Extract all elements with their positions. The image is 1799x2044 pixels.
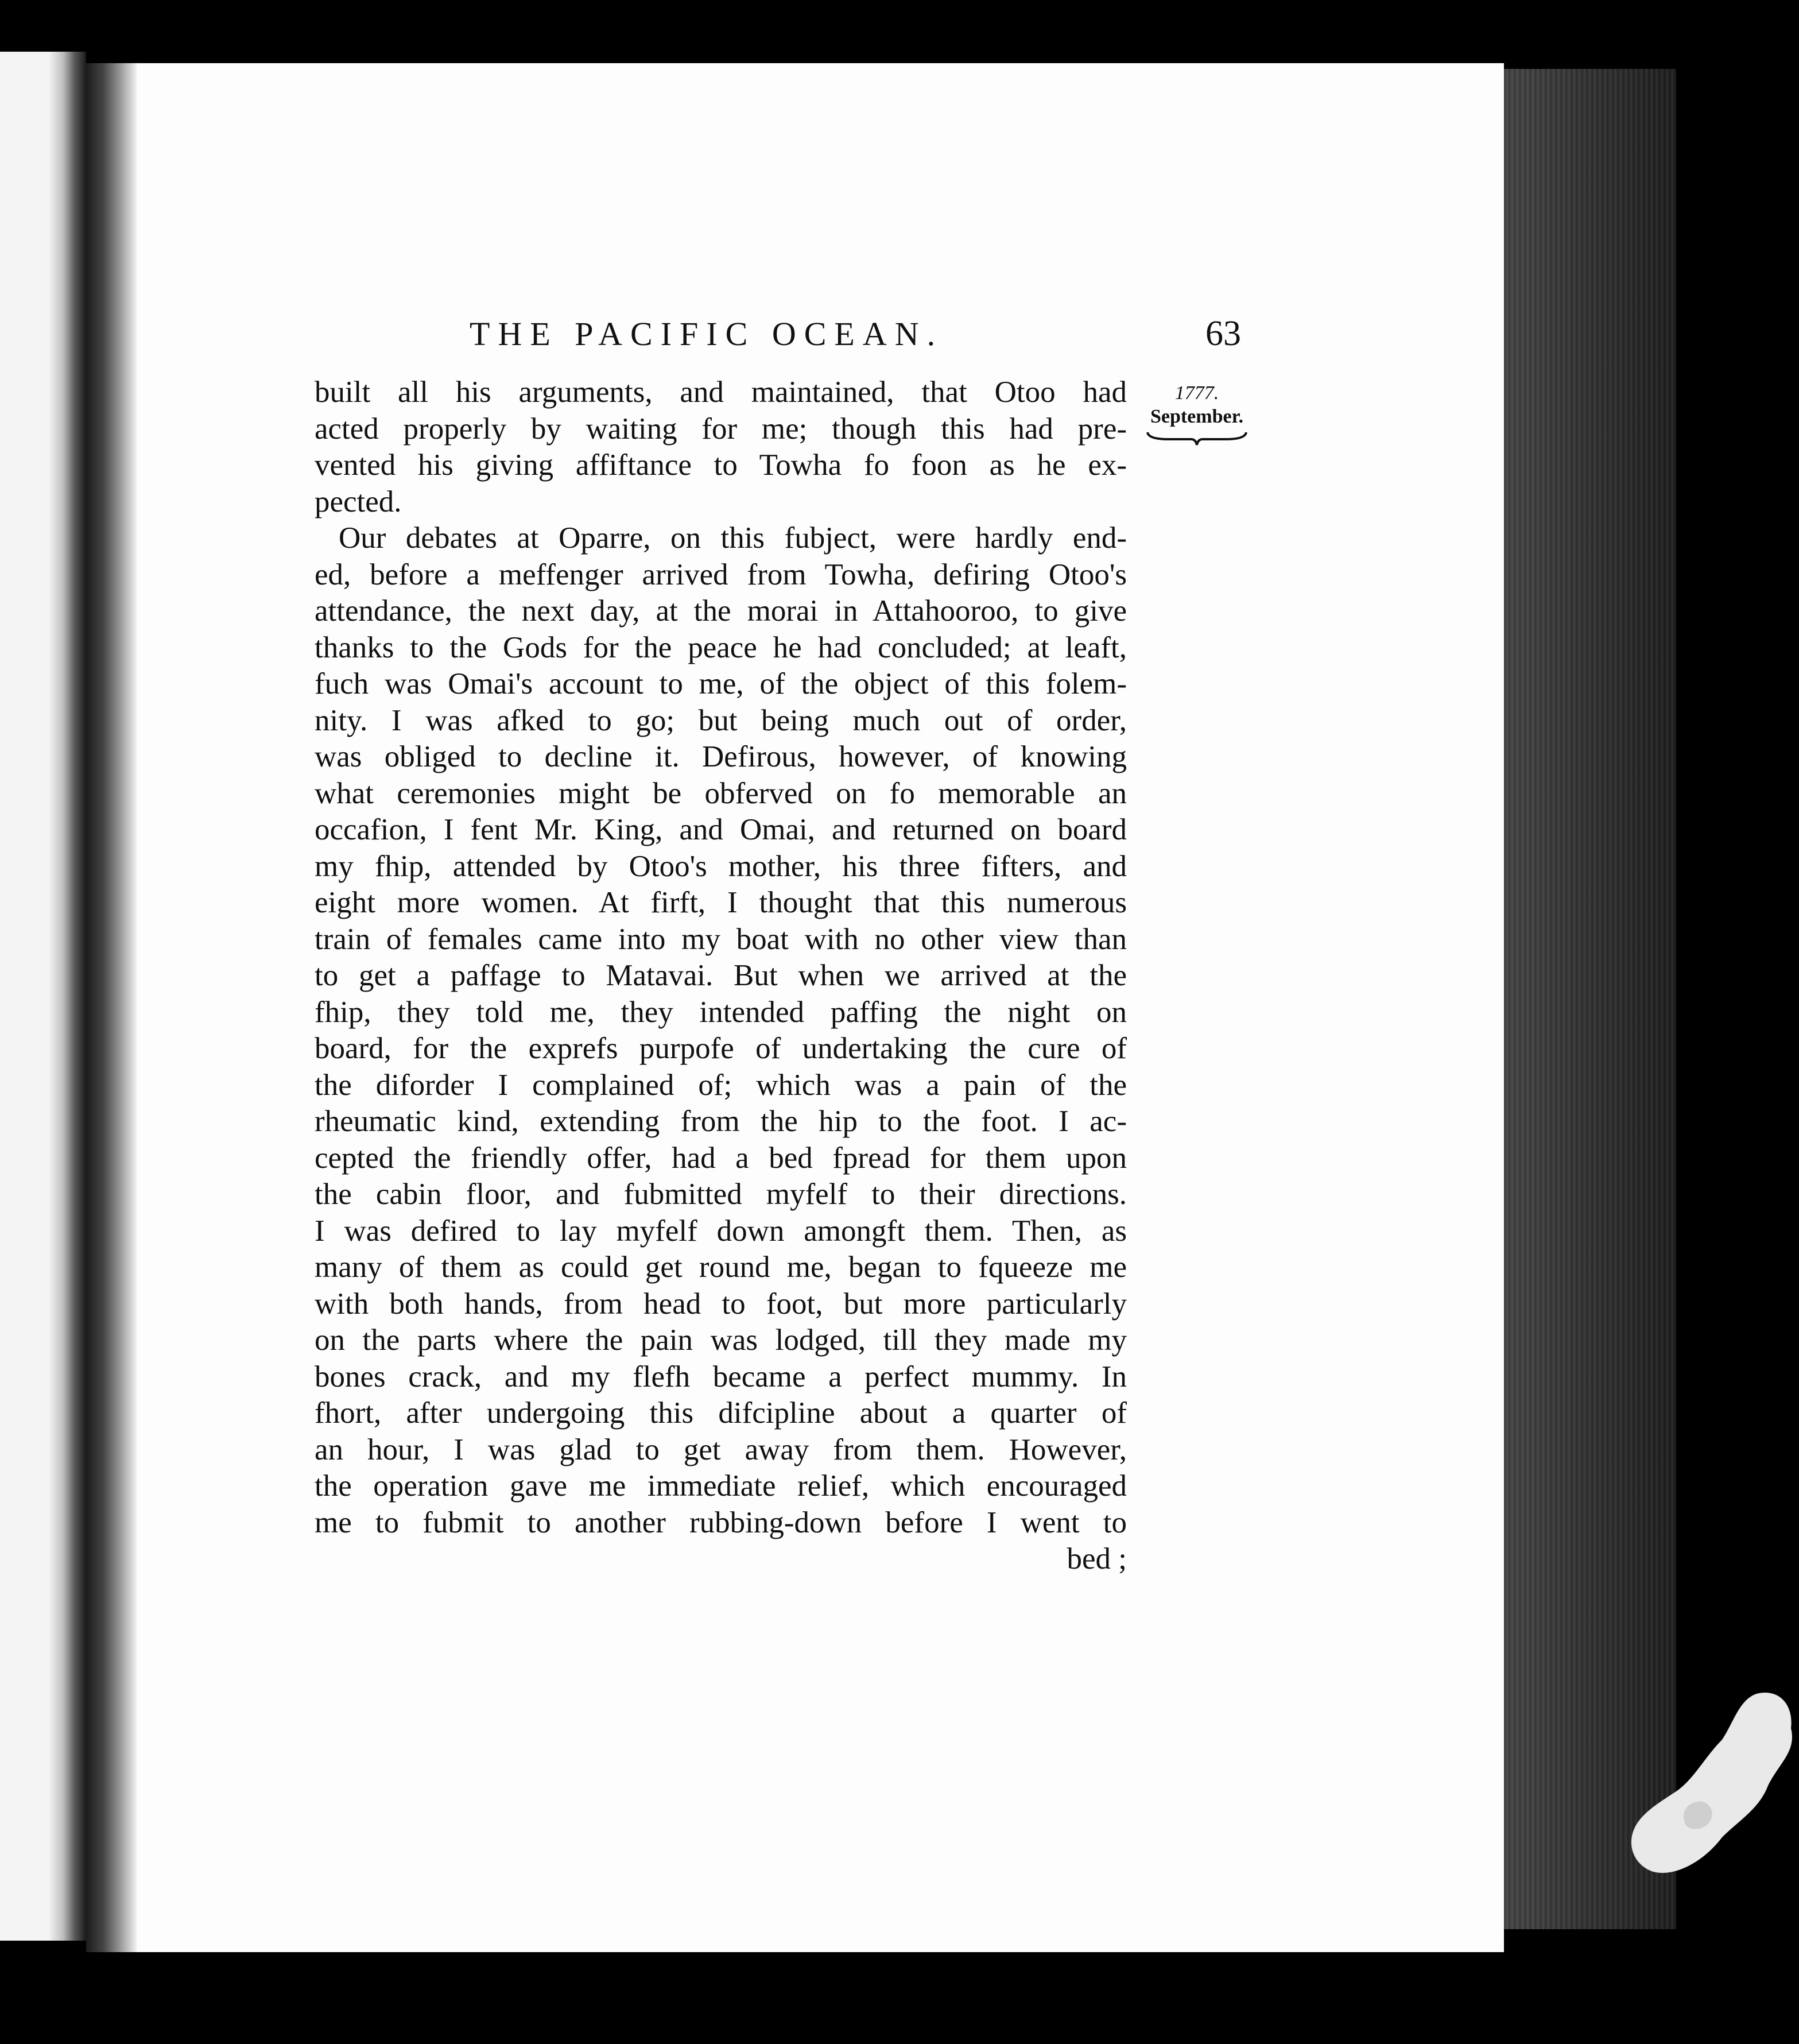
- catchword: bed ;: [1067, 1542, 1127, 1575]
- text-line: fuch was Omai's account to me, of the object of this folem-: [315, 667, 1127, 700]
- text-line: an hour, I was glad to get away from them. However,: [315, 1433, 1127, 1466]
- text-line: my fhip, attended by Otoo's mother, his three fifters, and: [315, 849, 1127, 883]
- text-line: vented his giving affiftance to Towha fo foon as he ex-: [315, 448, 1127, 482]
- margin-year: 1777.: [1174, 382, 1219, 404]
- text-line: was obliged to decline it. Defirous, however, of knowing: [315, 740, 1127, 773]
- page-gutter-shadow: [86, 63, 138, 1952]
- text-line: rheumatic kind, extending from the hip to the foot. I ac-: [315, 1105, 1127, 1138]
- text-line: eight more women. At firft, I thought that this numerous: [315, 886, 1127, 919]
- text-line: occafion, I fent Mr. King, and Omai, and returned on board: [315, 813, 1127, 846]
- text-line: bones crack, and my flefh became a perfect mummy. In: [315, 1360, 1127, 1393]
- text-line: the diforder I complained of; which was a pain of the: [315, 1068, 1127, 1102]
- text-line: what ceremonies might be obferved on fo memorable an: [315, 776, 1127, 810]
- text-line: fhip, they told me, they intended paffing the night on: [315, 995, 1127, 1029]
- text-line: the cabin floor, and fubmitted myfelf to their directions.: [315, 1178, 1127, 1211]
- text-line: fhort, after undergoing this difcipline about a quarter of: [315, 1396, 1127, 1430]
- text-line: nity. I was afked to go; but being much out of order,: [315, 703, 1127, 737]
- text-line: to get a paffage to Matavai. But when we arrived at the: [315, 959, 1127, 992]
- text-line: board, for the exprefs purpofe of undertaking the cure of: [315, 1032, 1127, 1065]
- text-line: ed, before a meffenger arrived from Towha, defiring Otoo's: [315, 558, 1127, 591]
- text-line: train of females came into my boat with no other view than: [315, 922, 1127, 956]
- text-line: attendance, the next day, at the morai in Attahooroo, to give: [315, 594, 1127, 628]
- text-line: I was defired to lay myfelf down amongft them. Then, as: [315, 1214, 1127, 1248]
- running-head: THE PACIFIC OCEAN.: [470, 315, 944, 353]
- margin-brace-icon: [1145, 429, 1249, 446]
- text-line: with both hands, from head to foot, but more particularly: [315, 1287, 1127, 1321]
- text-line: me to fubmit to another rubbing-down before I went to: [315, 1505, 1127, 1539]
- text-line: thanks to the Gods for the peace he had concluded; at leaft,: [315, 630, 1127, 664]
- text-line: on the parts where the pain was lodged, till they made my: [315, 1323, 1127, 1357]
- page-stack-edge: [1504, 69, 1676, 1929]
- text-line: built all his arguments, and maintained, that Otoo had: [315, 375, 1127, 409]
- text-line: pected.: [315, 485, 402, 518]
- text-line: the operation gave me immediate relief, which encouraged: [315, 1469, 1127, 1503]
- body-text: [315, 374, 1127, 1578]
- text-line: cepted the friendly offer, had a bed fpread for them upon: [315, 1141, 1127, 1175]
- page-number: 63: [1205, 314, 1241, 353]
- margin-month: September.: [1150, 406, 1244, 427]
- margin-date-note: [1139, 382, 1254, 446]
- text-line: Our debates at Oparre, on this fubject, were hardly end-: [339, 521, 1127, 555]
- left-page-edge: [0, 52, 86, 1941]
- text-line: many of them as could get round me, began to fqueeze me: [315, 1251, 1127, 1284]
- paper-damage-stain: [1624, 1688, 1797, 1895]
- text-line: acted properly by waiting for me; though this had pre-: [315, 412, 1127, 446]
